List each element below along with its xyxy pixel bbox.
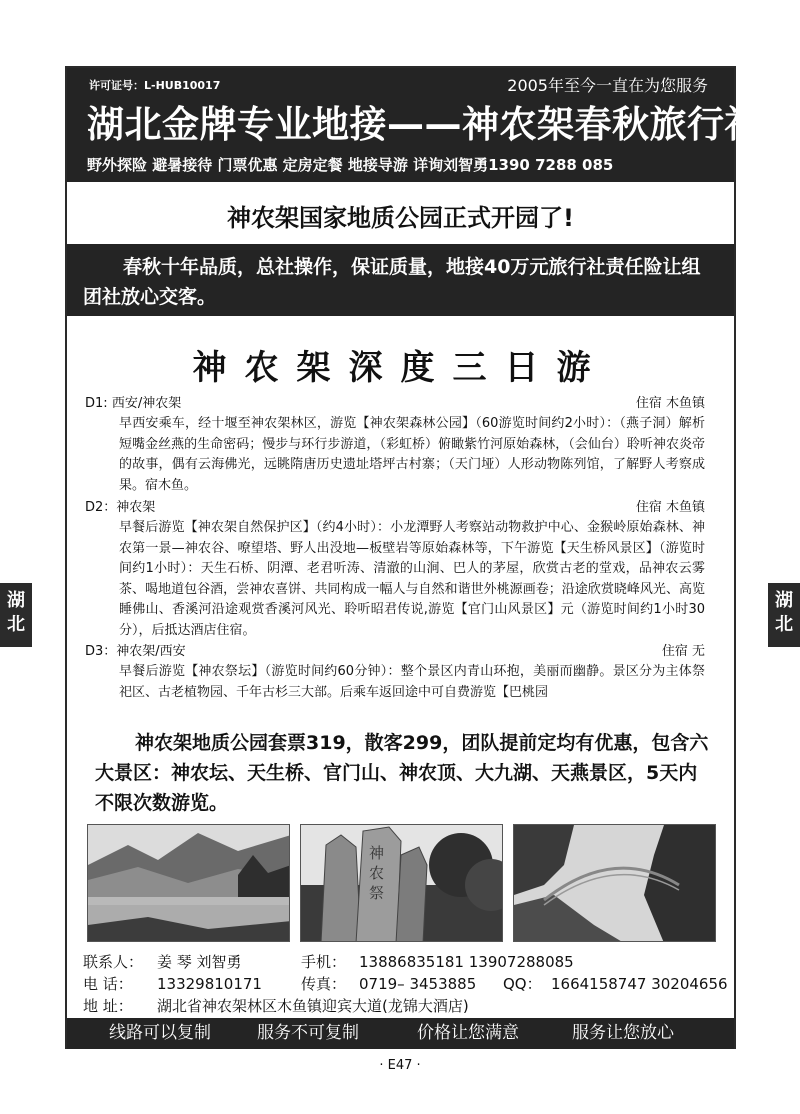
day-label: D1: 西安/神农架 [85,396,182,411]
opening-headline: 神农架国家地质公园正式开园了! [227,204,574,232]
day-stay: 住宿 无 [661,644,705,659]
mobile-label: 手机： [301,953,347,971]
side-tab-right-line1: 湖 [775,590,793,611]
day-label: D3：神农架/西安 [85,644,186,659]
qq-label: QQ： [503,975,542,993]
day-description: 早餐后游览【神农架自然保护区】（约4小时）：小龙潭野人考察站动物救护中心、金猴岭原始森林、神农第一景—神农谷、嘹望塔、野人出没地—板壁岩等原始森林等，下午游览【天生桥风景区】（游览时间约1小时）：天生石桥、阴潭、老君听涛、清澈的山涧、巴人的茅屋，欣赏古老的堂戏，品神农云雾茶、喝地道包谷酒，尝神农喜饼、共同构成一幅人与自然和谐世外桃源画卷；沿途欣赏晓峰风光、高览睡佛山、香溪河沿途观赏香溪河风光、聆听昭君传说,游览【官门山风景区】元（游览时间约1小时30分），后抵达酒店住宿。 [119,520,705,638]
mobile-numbers: 13886835181 13907288085 [359,953,574,971]
package-offer: 神农架地质公园套票319，散客299，团队提前定均有优惠，包含六大景区：神农坛、天生桥、官门山、神农顶、大九湖、天燕景区，5天内不限次数游览。 [95,732,709,814]
contact-names: 姜 琴 刘智勇 [157,953,242,971]
contact-info [83,951,728,1017]
since-tagline: 2005年至今一直在为您服务 [507,76,708,95]
qq-number: 1664158747 30204656 [551,975,728,993]
services-line: 野外探险 避暑接待 门票优惠 定房定餐 地接导游 详询刘智勇1390 7288 085 [87,156,614,174]
footer-slogan: 价格让您满意 [417,1023,519,1043]
footer-slogan: 服务不可复制 [257,1023,359,1043]
ad-frame [65,66,762,1049]
phone-number: 13329810171 [157,975,262,993]
photo-lake [87,824,290,942]
side-tab-right-line2: 北 [775,614,793,635]
phone-label: 电 话： [83,975,133,993]
address-label: 地 址： [83,997,133,1015]
contact-row-phone [83,973,728,995]
footer-slogan: 线路可以复制 [109,1023,211,1043]
quality-banner: 春秋十年品质，总社操作，保证质量，地接40万元旅行社责任险让组团社放心交客。 [67,244,734,316]
contact-row-address [83,995,723,1017]
side-tab-right [768,583,800,647]
tour-title: 神农架深度三日游 [192,348,609,388]
day-description: 早西安乘车，经十堰至神农架林区，游览【神农架森林公园】（60游览时间约2小时）：（燕子洞）解析短嘴金丝燕的生命密码；慢步与环行步游道，（彩虹桥）俯瞰紫竹河原始森林，（会仙台）聆听神农炎帝的故事，偶有云海佛光，远眺隋唐历史遗址塔坪古村寨；（天门垭）人形动物陈列馆，了解野人考察成果。宿木鱼。 [119,416,705,493]
side-tab-left-line2: 北 [7,614,25,635]
license-number: 许可证号：L-HUB10017 [89,79,221,92]
contact-row-people [83,951,723,973]
day-stay: 住宿 木鱼镇 [635,396,705,411]
day-label: D2：神农架 [85,500,156,515]
fax-label: 传真： [301,975,347,993]
day-block-2 [85,498,705,641]
header-banner [67,68,762,182]
photo-inscription: 神农祭 [369,844,385,902]
footer-slogan: 服务让您放心 [572,1023,674,1043]
photo-bridge [513,824,716,942]
footer-slogans [67,1018,734,1049]
page-number: · E47 · [379,1058,421,1073]
contact-label: 联系人： [83,953,144,971]
photo-stone-altar [300,824,503,942]
side-tab-left [0,583,32,647]
day-block-1 [85,394,705,496]
day-description: 早餐后游览【神农祭坛】（游览时间约60分钟）：整个景区内青山环抱，美丽而幽静。景区分为主体祭祀区、古老植物园、千年古杉三大部。后乘车返回途中可自费游览【巴桃园 [119,664,705,700]
side-tab-left-line1: 湖 [7,590,25,611]
agency-title: 湖北金牌专业地接——神农架春秋旅行社 [87,103,762,146]
address-value: 湖北省神农架林区木鱼镇迎宾大道(龙锦大酒店) [157,997,469,1015]
day-block-3 [85,642,705,703]
day-stay: 住宿 木鱼镇 [635,500,705,515]
fax-number: 0719– 3453885 [359,975,477,993]
